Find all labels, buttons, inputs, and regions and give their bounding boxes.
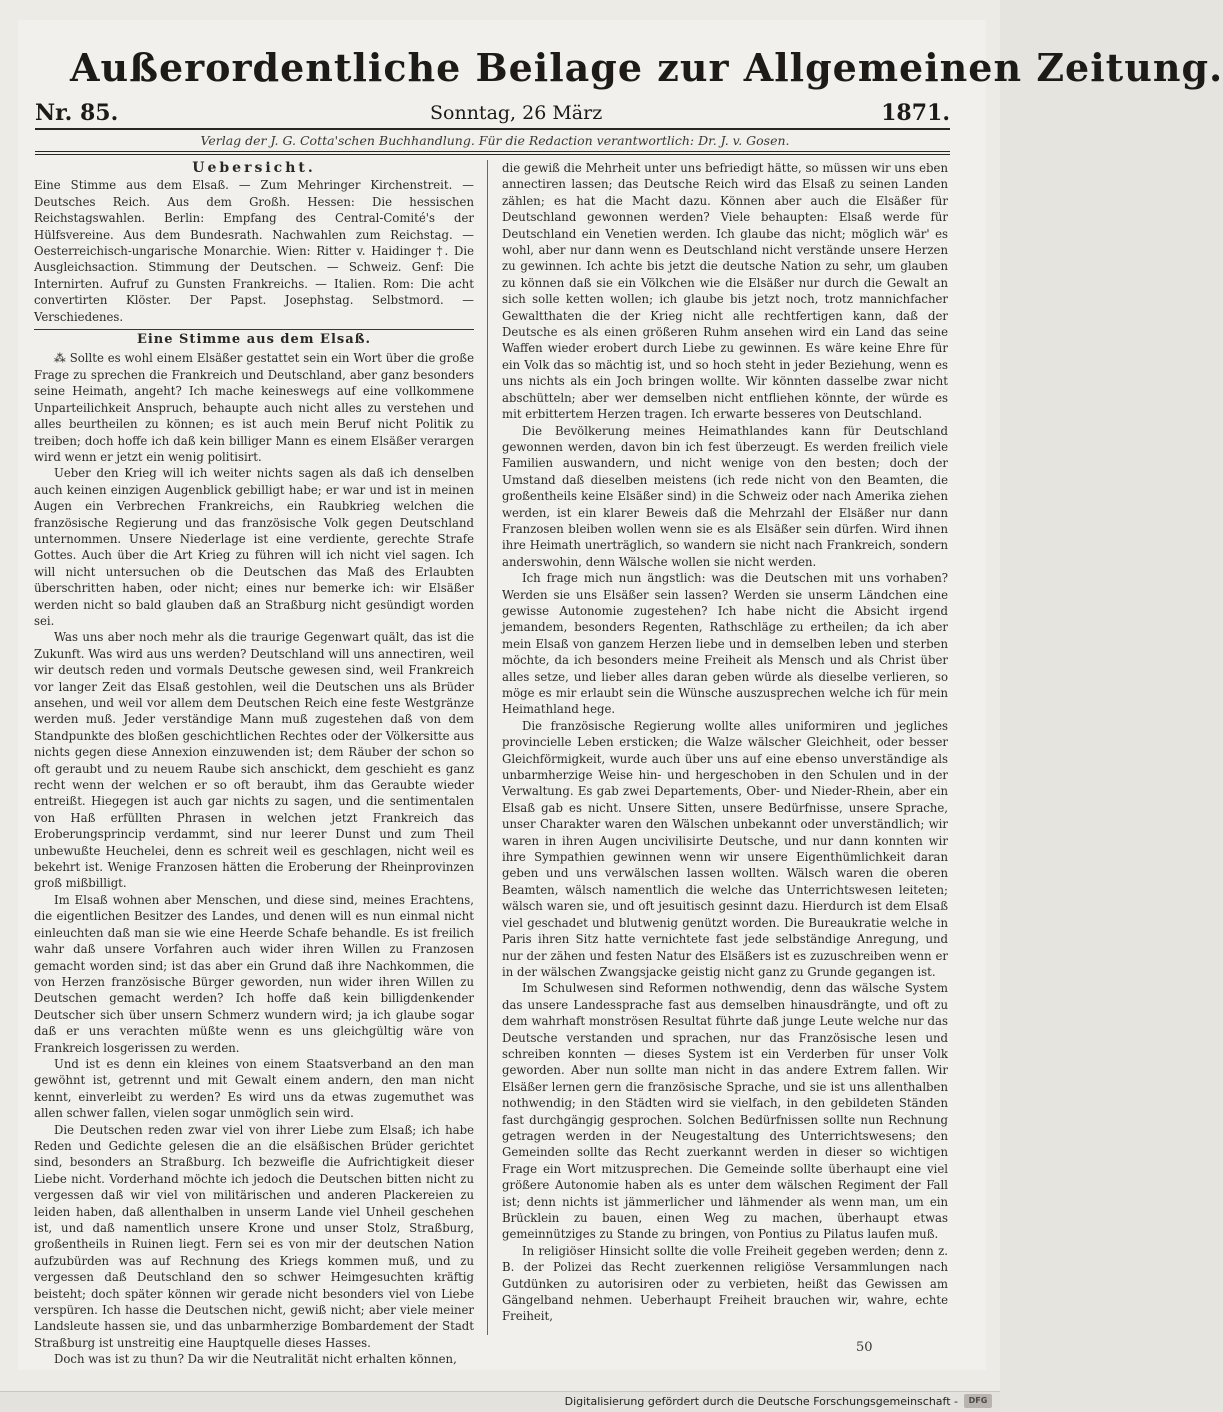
dfg-logo[interactable]: DFG	[964, 1394, 992, 1408]
article-paragraph: Die Deutschen reden zwar viel von ihrer Liebe zum Elsaß; ich habe Reden und Gedichte gelesen die an die elsäßischen Brüder gerichtet sind, besonders an Straßburg. Ich bezweifle die Aufrichtigkeit dieser Liebe nicht. Vorderhand möchte ich jedoch die Deutschen bitten nicht zu vergessen daß wir viel von militärischen und anderen Plackereien zu leiden haben, daß allenthalben in unserm Lande viel Unheil geschehen ist, und daß namentlich unsere Krone und unser Stolz, Straßburg, großentheils in Ruinen liegt. Fern sei es von mir der deutschen Nation aufzubürden was auf Rechnung des Kriegs kommen muß, und zu vergessen daß Deutschland den so schwer Heimgesuchten kräftig beisteht; doch später können wir gerade nicht besonders viel von Liebe verspüren. Ich hasse die Deutschen nicht, gewiß nicht; aber viele meiner Landsleute hassen sie, und das unbarmherzige Bombardement der Stadt Straßburg ist unstreitig eine Hauptquelle dieses Hasses.	[34, 1122, 474, 1350]
issue-line	[35, 100, 950, 128]
column-divider	[487, 160, 488, 1335]
header-rule-top	[35, 128, 950, 130]
article-paragraph: Die französische Regierung wollte alles uniformiren und jegliches provincielle Leben ersticken; die Walze wälscher Gleichheit, oder besser Gleichförmigkeit, wurde auch über uns auf eine ebenso unverständige als unbarmherzige Weise hin- und hergeschoben in den Schulen und in der Verwaltung. Es gab zwei Departements, Ober- und Nieder-Rhein, aber ein Elsaß gab es nicht. Unsere Sitten, unsere Bedürfnisse, unsere Sprache, unser Charakter waren den Wälschen unbekannt oder unverständlich; wir waren in ihren Augen uncivilisirte Deutsche, und nur dann konnten wir ihre Sympathien gewinnen wenn wir unsere Eigenthümlichkeit daran geben und uns verwälschen lassen wollten. Wälsch waren die oberen Beamten, wälsch namentlich die welche das Unterrichtswesen leiteten; wälsch waren sie, und oft jesuitisch gesinnt dazu. Hierdurch ist dem Elsaß viel geschadet und blutwenig genützt worden. Die Bureaukratie welche in Paris ihren Sitz hatte vernichtete fast jede selbständige Anregung, und nur der zähen und festen Natur des Elsäßers ist es zuzuschreiben wenn er in der wälschen Zwangsjacke geistig nicht ganz zu Grunde gegangen ist.	[502, 718, 948, 979]
article-paragraph: Die Bevölkerung meines Heimathlandes kann für Deutschland gewonnen werden, davon bin ich fest überzeugt. Es werden freilich viele Familien auswandern, und nicht wenige von den besten; doch der Umstand daß dieselben meistens (ich rede nicht von den Beamten, die großentheils keine Elsäßer sind) in die Schweiz oder nach Amerika ziehen werden, ist ein klarer Beweis daß die Mehrzahl der Elsäßer nur dann Franzosen bleiben wollen wenn sie es als Elsäßer sein dürfen. Wird ihnen ihre Heimath unerträglich, so wandern sie nicht nach Frankreich, sondern anderswohin, denn Wälsche wollen sie nicht werden.	[502, 423, 948, 569]
article-paragraph: Im Schulwesen sind Reformen nothwendig, denn das wälsche System das unsere Landessprache fast aus demselben hinausdrängte, und oft zu dem wahrhaft monströsen Resultat führte daß junge Leute welche nur das Deutsche verstanden und sprachen, nur das Französische lesen und schreiben konnten — dieses System ist ein Verderben für unser Volk geworden. Aber nun sollte man nicht in das andere Extrem fallen. Wir Elsäßer lernen gern die französische Sprache, und sie ist uns allenthalben nothwendig; in den Städten wird sie vielfach, in den gebildeten Ständen fast durchgängig gesprochen. Solchen Bedürfnissen sollte nun Rechnung getragen werden in der Neugestaltung des Unterrichtswesens; den Gemeinden sollte das Recht zuerkannt werden in dieser so wichtigen Frage ein Wort mitzusprechen. Die Gemeinde sollte überhaupt eine viel größere Autonomie haben als es unter dem wälschen Regiment der Fall ist; denn nichts ist jämmerlicher und lähmender als wenn man, um ein Brücklein zu bauen, einen Weg zu machen, überhaupt etwas gemeinnütziges zu Stande zu bringen, von Pontius zu Pilatus laufen muß.	[502, 981, 948, 1242]
issue-number: Nr. 85.	[35, 100, 119, 126]
publisher-line: Verlag der J. G. Cotta'schen Buchhandlung. Für die Redaction verantwortlich: Dr. J. v. Gosen.	[200, 133, 790, 148]
article-paragraph: Im Elsaß wohnen aber Menschen, und diese sind, meines Erachtens, die eigentlichen Besitzer des Landes, und denen will es nun einmal nicht einleuchten daß man sie wie eine Heerde Schafe behandle. Es ist freilich wahr daß unsere Vorfahren auch wider ihren Willen zu Franzosen gemacht worden sind; ist das aber ein Grund daß ihre Nachkommen, die von Herzen französische Bürger geworden, nun wider ihren Willen zu Deutschen gemacht werden? Ich hoffe daß kein billigdenkender Deutscher sich über unsern Schmerz wundern wird; ja ich glaube sogar daß er uns verachten müßte wenn es uns gleichgültig wäre von Frankreich losgerissen zu werden.	[34, 892, 474, 1055]
right-column	[502, 160, 948, 1325]
left-column	[34, 160, 474, 1368]
header-rule-bottom-double	[35, 154, 950, 155]
funding-notice: Digitalisierung gefördert durch die Deutsche Forschungsgemeinschaft -	[564, 1395, 958, 1408]
article-paragraph: Und ist es denn ein kleines von einem Staatsverband an den man gewöhnt ist, getrennt und mit Gewalt einem andern, den man nicht kennt, einverleibt zu werden? Es wird uns da etwas zugemuthet was allen schwer fallen, vielen sogar unmöglich sein wird.	[34, 1056, 474, 1121]
article-paragraph: Ich frage mich nun ängstlich: was die Deutschen mit uns vorhaben? Werden sie uns Elsäßer sein lassen? Werden sie unserm Ländchen eine gewisse Autonomie zugestehen? Ich habe nicht die Absicht irgend jemandem, besonders Regenten, Rathschläge zu ertheilen; da ich aber mein Elsaß von ganzem Herzen liebe und in demselben leben und sterben möchte, da ich besonders meine Freiheit als Mensch und als Christ über alles setze, und lieber alles daran geben würde als dieselbe verlieren, so möge es mir erlaubt sein die Wünsche auszusprechen welche ich für mein Heimathland hege.	[502, 571, 948, 717]
masthead-title: Außerordentliche Beilage zur Allgemeinen Zeitung.	[70, 45, 1223, 90]
article-paragraph: Doch was ist zu thun? Da wir die Neutralität nicht erhalten können,	[54, 1352, 457, 1367]
article-paragraph: die gewiß die Mehrheit unter uns befriedigt hätte, so müssen wir uns eben annectiren lassen; das Deutsche Reich wird das Elsaß zu seinen Landen zählen; es hat die Macht dazu. Können aber auch die Elsäßer für Deutschland gewonnen werden? Viele behaupten: Elsaß werde für Deutschland ein Venetien werden. Ich glaube das nicht; möglich wär' es wohl, aber nur dann wenn es Deutschland nicht verstände unsere Herzen zu gewinnen. Ich achte bis jetzt die deutsche Nation zu sehr, um glauben zu können daß sie ein Völkchen wie die Elsäßer nur durch die Gewalt an sich solle ketten wollen; ich glaube bis jetzt noch, trotz mannichfacher Gewaltthaten die der Krieg nicht alle rechtfertigen kann, daß der Deutsche es als einen größeren Ruhm ansehen wird ein Land das seine Waffen wieder erobert durch Liebe zu gewinnen. Es wäre keine Ehre für ein Volk das so mächtig ist, und so hoch steht in jeder Beziehung, wenn es uns nichts als ein Joch bringen wollte. Wir könnten dasselbe zwar nicht abschütteln; aber wer demselben nicht entfliehen könnte, der würde es mit erbittertem Herzen tragen. Ich erwarte besseres von Deutschland.	[502, 161, 948, 422]
issue-year: 1871.	[881, 100, 950, 126]
overview-text: Eine Stimme aus dem Elsaß. — Zum Mehringer Kirchenstreit. — Deutsches Reich. Aus dem Großh. Hessen: Die hessischen Reichstagswahlen. Berlin: Empfang des Central-Comité's der Hülfsvereine. Aus dem Bundesrath. Nachwahlen zum Reichstag. — Oesterreichisch-ungarische Monarchie. Wien: Ritter v. Haidinger †. Die Ausgleichsaction. Stimmung der Deutschen. — Schweiz. Genf: Die Internirten. Aufruf zu Gunsten Frankreichs. — Italien. Rom: Die acht convertirten Klöster. Der Papst. Josephstag. Selbstmord. — Verschiedenes.	[34, 178, 474, 324]
article-paragraph: ⁂ Sollte es wohl einem Elsäßer gestattet sein ein Wort über die große Frage zu sprechen die Frankreich und Deutschland, aber ganz besonders seine Heimath, angeht? Ich mache keineswegs auf eine vollkommene Unparteilichkeit Anspruch, behaupte auch nicht alles zu verstehen und alles beurtheilen zu können; es ist auch mein Beruf nicht Politik zu treiben; doch hoffe ich daß kein billiger Mann es einem Elsäßer verargen wird wenn er jetzt ein wenig politisirt.	[34, 351, 474, 464]
article-paragraph: Ueber den Krieg will ich weiter nichts sagen als daß ich denselben auch keinen einzigen Augenblick gebilligt habe; er war und ist in meinen Augen ein Verbrechen Frankreichs, ein Raubkrieg welchen die französische Regierung und das französische Volk gegen Deutschland unternommen. Unsere Niederlage ist eine verdiente, gerechte Strafe Gottes. Auch über die Art Krieg zu führen will ich nicht viel sagen. Ich will nicht untersuchen ob die Deutschen das Maß des Erlaubten überschritten haben, oder nicht; eines nur bemerke ich: wir Elsäßer werden nicht so bald glauben daß an Straßburg nicht gesündigt worden sei.	[34, 466, 474, 628]
article-paragraph: Was uns aber noch mehr als die traurige Gegenwart quält, das ist die Zukunft. Was wird aus uns werden? Deutschland will uns annectiren, weil wir deutsch reden und vormals Deutsche gewesen sind, weil Frankreich vor langer Zeit das Elsaß gestohlen, weil die Deutschen uns als Brüder ansehen, und weil vor allem dem Deutschen Reich eine feste Westgränze werden muß. Jeder verständige Mann muß zugestehen daß von dem Standpunkte des bloßen geschichtlichen Rechtes oder der Völkersitte aus nichts gegen diese Annexion einzuwenden ist; dem Räuber der schon so oft geraubt und zu neuem Raube sich anschickt, dem geschieht es ganz recht wenn der welchen er so oft beraubt, ihm das Geraubte wieder entreißt. Hiegegen ist auch gar nichts zu sagen, und die sentimentalen von Haß erfüllten Phrasen in welchen jetzt Frankreich das Eroberungsprincip verdammt, sind nur leerer Dunst und zum Theil unbewußte Heuchelei, denn es schreit weil es geschlagen, nicht weil es bekehrt ist. Wenige Franzosen hätten die Eroberung der Rheinprovinzen groß mißbilligt.	[34, 630, 474, 891]
overview-heading: Uebersicht.	[192, 160, 316, 176]
section-divider	[34, 329, 474, 330]
page-number: 50	[856, 1340, 873, 1355]
issue-date: Sonntag, 26 März	[430, 102, 603, 124]
article-paragraph: In religiöser Hinsicht sollte die volle Freiheit gegeben werden; denn z. B. der Polizei das Recht zuerkennen religiöse Versammlungen nach Gutdünken zu autorisiren oder zu verbieten, heißt das Gewissen am Gängelband nehmen. Ueberhaupt Freiheit brauchen wir, wahre, echte Freiheit,	[502, 1243, 948, 1324]
header-rule-bottom	[35, 151, 950, 152]
digitization-footer	[0, 1391, 1000, 1412]
article-title: Eine Stimme aus dem Elsaß.	[136, 332, 372, 348]
